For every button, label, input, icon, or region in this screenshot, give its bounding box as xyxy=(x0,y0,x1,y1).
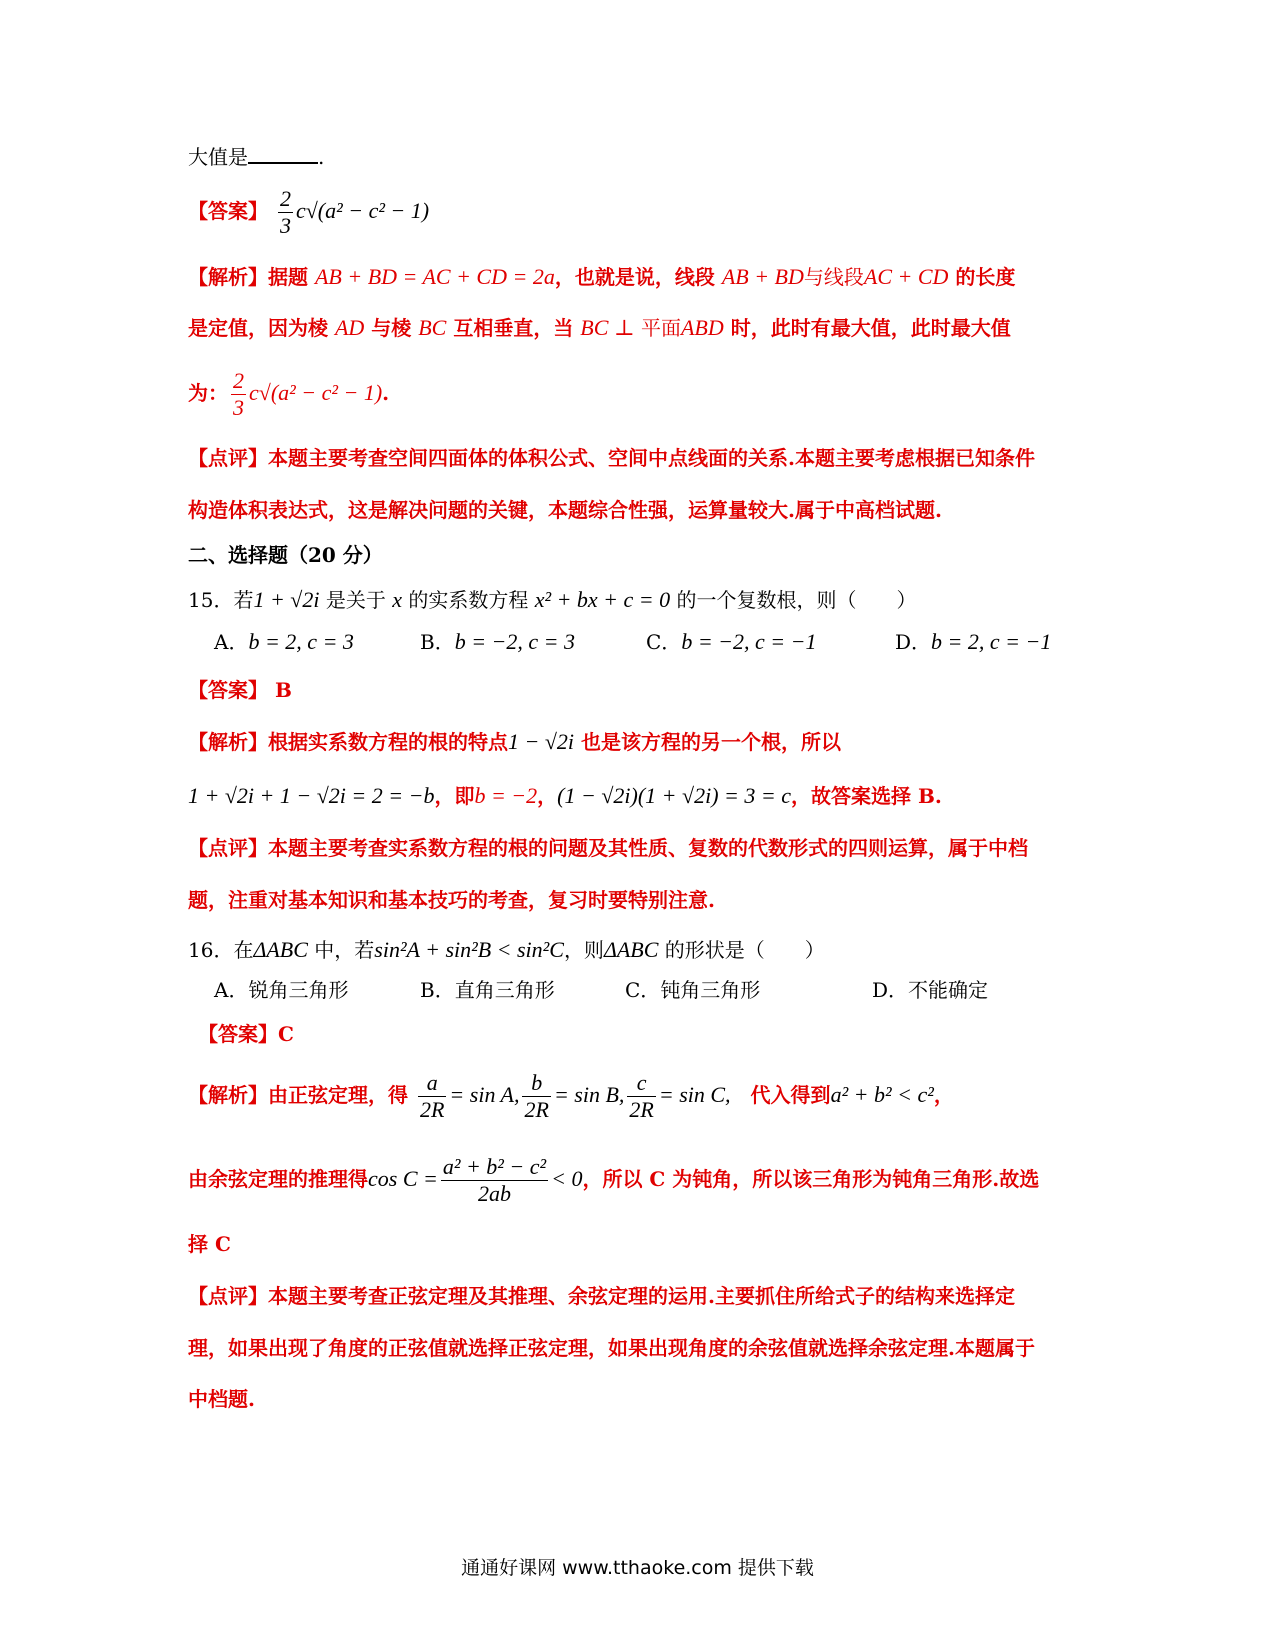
text: 的长度 xyxy=(948,265,1016,289)
text: 理，如果出现了角度的正弦值就选择正弦定理，如果出现角度的余弦值就选择余弦定理.本题属于 xyxy=(188,1336,1035,1360)
math-expr: = sin B, xyxy=(553,1082,625,1107)
math-expr: x² + bx + c = 0 xyxy=(534,587,671,612)
math-expr: 1 + √2i xyxy=(253,587,320,612)
text: 根据实系数方程的根的特点 xyxy=(268,730,508,754)
text: 中，若 xyxy=(307,938,375,962)
fraction-a-over-2r xyxy=(418,1070,446,1123)
text: 的形状是（ ） xyxy=(658,938,825,962)
text: 的一个复数根，则（ ） xyxy=(670,588,917,612)
text: 时，此时有最大值，此时最大值 xyxy=(723,316,1011,340)
option-key: B． xyxy=(420,630,455,654)
fraction-numerator: b xyxy=(522,1070,550,1097)
math-expr: ΔABC xyxy=(603,937,659,962)
option-value: b = 2, c = 3 xyxy=(248,629,354,654)
q16-analysis-line-3 xyxy=(188,1232,231,1256)
fraction-denominator: 3 xyxy=(279,213,291,238)
analysis-tag: 【解析】 xyxy=(188,1083,268,1107)
text: 构造体积表达式，这是解决问题的关键，本题综合性强，运算量较大.属于中高档试题. xyxy=(188,498,942,522)
q16-option-a[interactable] xyxy=(214,978,348,1002)
option-key: C． xyxy=(625,978,661,1002)
text: ，所以 C 为钝角，所以该三角形为钝角三角形.故选 xyxy=(582,1167,1040,1191)
q16-option-b[interactable] xyxy=(420,978,555,1002)
math-expr: 1 + √2i + 1 − √2i = 2 = −b xyxy=(188,783,435,808)
math-expr: ABD xyxy=(680,315,724,340)
answer-value: C xyxy=(278,1022,294,1046)
answer-expression: c√(a² − c² − 1) xyxy=(295,198,430,223)
option-key: A． xyxy=(214,630,249,654)
text: 由余弦定理的推理得 xyxy=(188,1167,368,1191)
q14-answer xyxy=(188,186,429,239)
text: 本题主要考查空间四面体的体积公式、空间中点线面的关系.本题主要考虑根据已知条件 xyxy=(268,446,1035,470)
text: 题，注重对基本知识和基本技巧的考查，复习时要特别注意. xyxy=(188,888,715,912)
q15-analysis-line-2 xyxy=(188,784,942,808)
fraction-denominator: 2R xyxy=(419,1097,445,1122)
q14-analysis-line-2 xyxy=(188,316,1011,340)
text: 平面 xyxy=(634,316,681,340)
fraction-denominator: 2R xyxy=(524,1097,549,1122)
math-expr: cos C = xyxy=(368,1166,438,1191)
q15-analysis-line-1 xyxy=(188,730,841,754)
math-expr: sin²A + sin²B < sin²C xyxy=(374,937,564,962)
q15-option-c[interactable] xyxy=(646,630,816,654)
answer-fraction xyxy=(278,186,293,239)
footer-text: 通通好课网 www.tthaoke.com 提供下载 xyxy=(461,1557,814,1579)
option-value: b = −2, c = −1 xyxy=(681,629,817,654)
text: ， xyxy=(537,784,558,808)
q14-analysis-line-1 xyxy=(188,265,1015,289)
fraction-b-over-2r xyxy=(522,1070,550,1123)
answer-tag: 【答案】 xyxy=(188,678,268,702)
math-expr: b = −2 xyxy=(474,783,538,808)
answer-value: B xyxy=(274,678,292,702)
comment-tag: 【点评】 xyxy=(188,836,268,860)
q16-analysis-line-1 xyxy=(188,1070,954,1123)
intro-text: 大值是 xyxy=(188,145,248,169)
cosine-fraction xyxy=(441,1154,548,1207)
answer-blank xyxy=(248,144,318,164)
section-title: 二、选择题（20 分） xyxy=(188,543,383,567)
option-key: D． xyxy=(895,630,932,654)
math-expr: AD xyxy=(334,315,365,340)
comment-tag: 【点评】 xyxy=(188,1284,268,1308)
text: 的实系数方程 xyxy=(401,588,535,612)
fraction-numerator: 2 xyxy=(279,186,291,211)
math-expr: AC + CD xyxy=(863,264,949,289)
text: 中档题. xyxy=(188,1387,255,1411)
text: 与线段 xyxy=(803,265,864,289)
q14-comment-line-2 xyxy=(188,498,942,522)
q16-comment-line-2 xyxy=(188,1336,1035,1360)
comment-tag: 【点评】 xyxy=(188,446,268,470)
text: 互相垂直，当 xyxy=(446,316,581,340)
option-value: b = 2, c = −1 xyxy=(931,629,1052,654)
intro-end: . xyxy=(318,145,325,169)
q16-comment-line-3 xyxy=(188,1387,255,1411)
option-value: 钝角三角形 xyxy=(660,978,761,1002)
q14-comment-line-1 xyxy=(188,446,1035,470)
math-expr: a² + b² < c² xyxy=(830,1082,934,1107)
option-key: A． xyxy=(214,978,249,1002)
fraction-denominator: 2ab xyxy=(477,1181,511,1206)
math-expr: = sin C, xyxy=(658,1082,731,1107)
math-expr: = sin A, xyxy=(449,1082,520,1107)
q16-stem xyxy=(188,938,825,962)
fraction-numerator: c xyxy=(627,1070,655,1097)
text: ，也就是说，线段 xyxy=(554,265,722,289)
math-expr: ΔABC xyxy=(253,937,308,962)
fraction-numerator: a xyxy=(418,1070,446,1097)
fraction-c-over-2r xyxy=(627,1070,655,1123)
analysis-tag: 【解析】 xyxy=(188,730,268,754)
q15-stem xyxy=(188,588,917,612)
math-expr: AB + BD xyxy=(721,264,804,289)
fraction-denominator: 2R xyxy=(629,1097,654,1122)
intro-line xyxy=(188,144,324,169)
math-expr: < 0 xyxy=(551,1166,583,1191)
q15-comment-line-1 xyxy=(188,836,1028,860)
option-value: 直角三角形 xyxy=(454,978,555,1002)
fraction-denominator: 3 xyxy=(233,395,244,420)
text: 本题主要考查实系数方程的根的问题及其性质、复数的代数形式的四则运算，属于中档 xyxy=(268,836,1028,860)
math-expr: BC xyxy=(418,315,447,340)
math-expr: x xyxy=(392,587,402,612)
text: . xyxy=(382,381,390,405)
q16-answer xyxy=(198,1022,294,1046)
analysis-tag: 【解析】 xyxy=(188,265,268,289)
fraction-numerator: 2 xyxy=(233,368,244,393)
option-value: b = −2, c = 3 xyxy=(454,629,576,654)
option-key: C． xyxy=(646,630,682,654)
q16-analysis-line-2 xyxy=(188,1154,1039,1207)
fraction-numerator: a² + b² − c² xyxy=(442,1154,547,1179)
text: 是定值，因为棱 xyxy=(188,316,335,340)
math-expr: BC ⊥ xyxy=(580,315,635,340)
text: 15．若 xyxy=(188,588,254,612)
math-expr: (1 − √2i)(1 + √2i) = 3 = c xyxy=(557,783,791,808)
q15-comment-line-2 xyxy=(188,888,715,912)
math-expr: c√(a² − c² − 1) xyxy=(249,380,383,405)
text: ，则 xyxy=(563,938,604,962)
text: 由正弦定理，得 xyxy=(268,1083,408,1107)
text: 择 C xyxy=(188,1232,231,1256)
q15-option-d[interactable] xyxy=(895,630,1051,654)
option-key: B． xyxy=(420,978,455,1002)
option-value: 锐角三角形 xyxy=(248,978,349,1002)
math-expr: AB + BD = AC + CD = 2a xyxy=(314,264,555,289)
text: 本题主要考查正弦定理及其推理、余弦定理的运用.主要抓住所给式子的结构来选择定 xyxy=(268,1284,1015,1308)
text: 16．在 xyxy=(188,938,254,962)
q15-option-a[interactable] xyxy=(214,630,354,654)
option-key: D． xyxy=(872,978,909,1002)
text: 为： xyxy=(188,381,228,405)
text: ， xyxy=(933,1083,954,1107)
text: 也是该方程的另一个根，所以 xyxy=(574,730,842,754)
q15-answer xyxy=(188,678,292,702)
answer-tag: 【答案】 xyxy=(198,1022,278,1046)
answer-tag: 【答案】 xyxy=(188,199,268,223)
q16-option-c[interactable] xyxy=(625,978,760,1002)
text: 与棱 xyxy=(364,316,419,340)
fraction xyxy=(231,368,246,421)
option-value: 不能确定 xyxy=(908,978,989,1002)
text: 代入得到 xyxy=(730,1083,831,1107)
text: ，故答案选择 B. xyxy=(790,784,942,808)
q16-comment-line-1 xyxy=(188,1284,1015,1308)
text: 是关于 xyxy=(319,588,393,612)
q15-option-b[interactable] xyxy=(420,630,575,654)
q16-option-d[interactable] xyxy=(872,978,988,1002)
text: ，即 xyxy=(434,784,475,808)
text: 据题 xyxy=(268,265,315,289)
q14-analysis-line-3 xyxy=(188,368,389,421)
math-expr: 1 − √2i xyxy=(508,729,575,754)
